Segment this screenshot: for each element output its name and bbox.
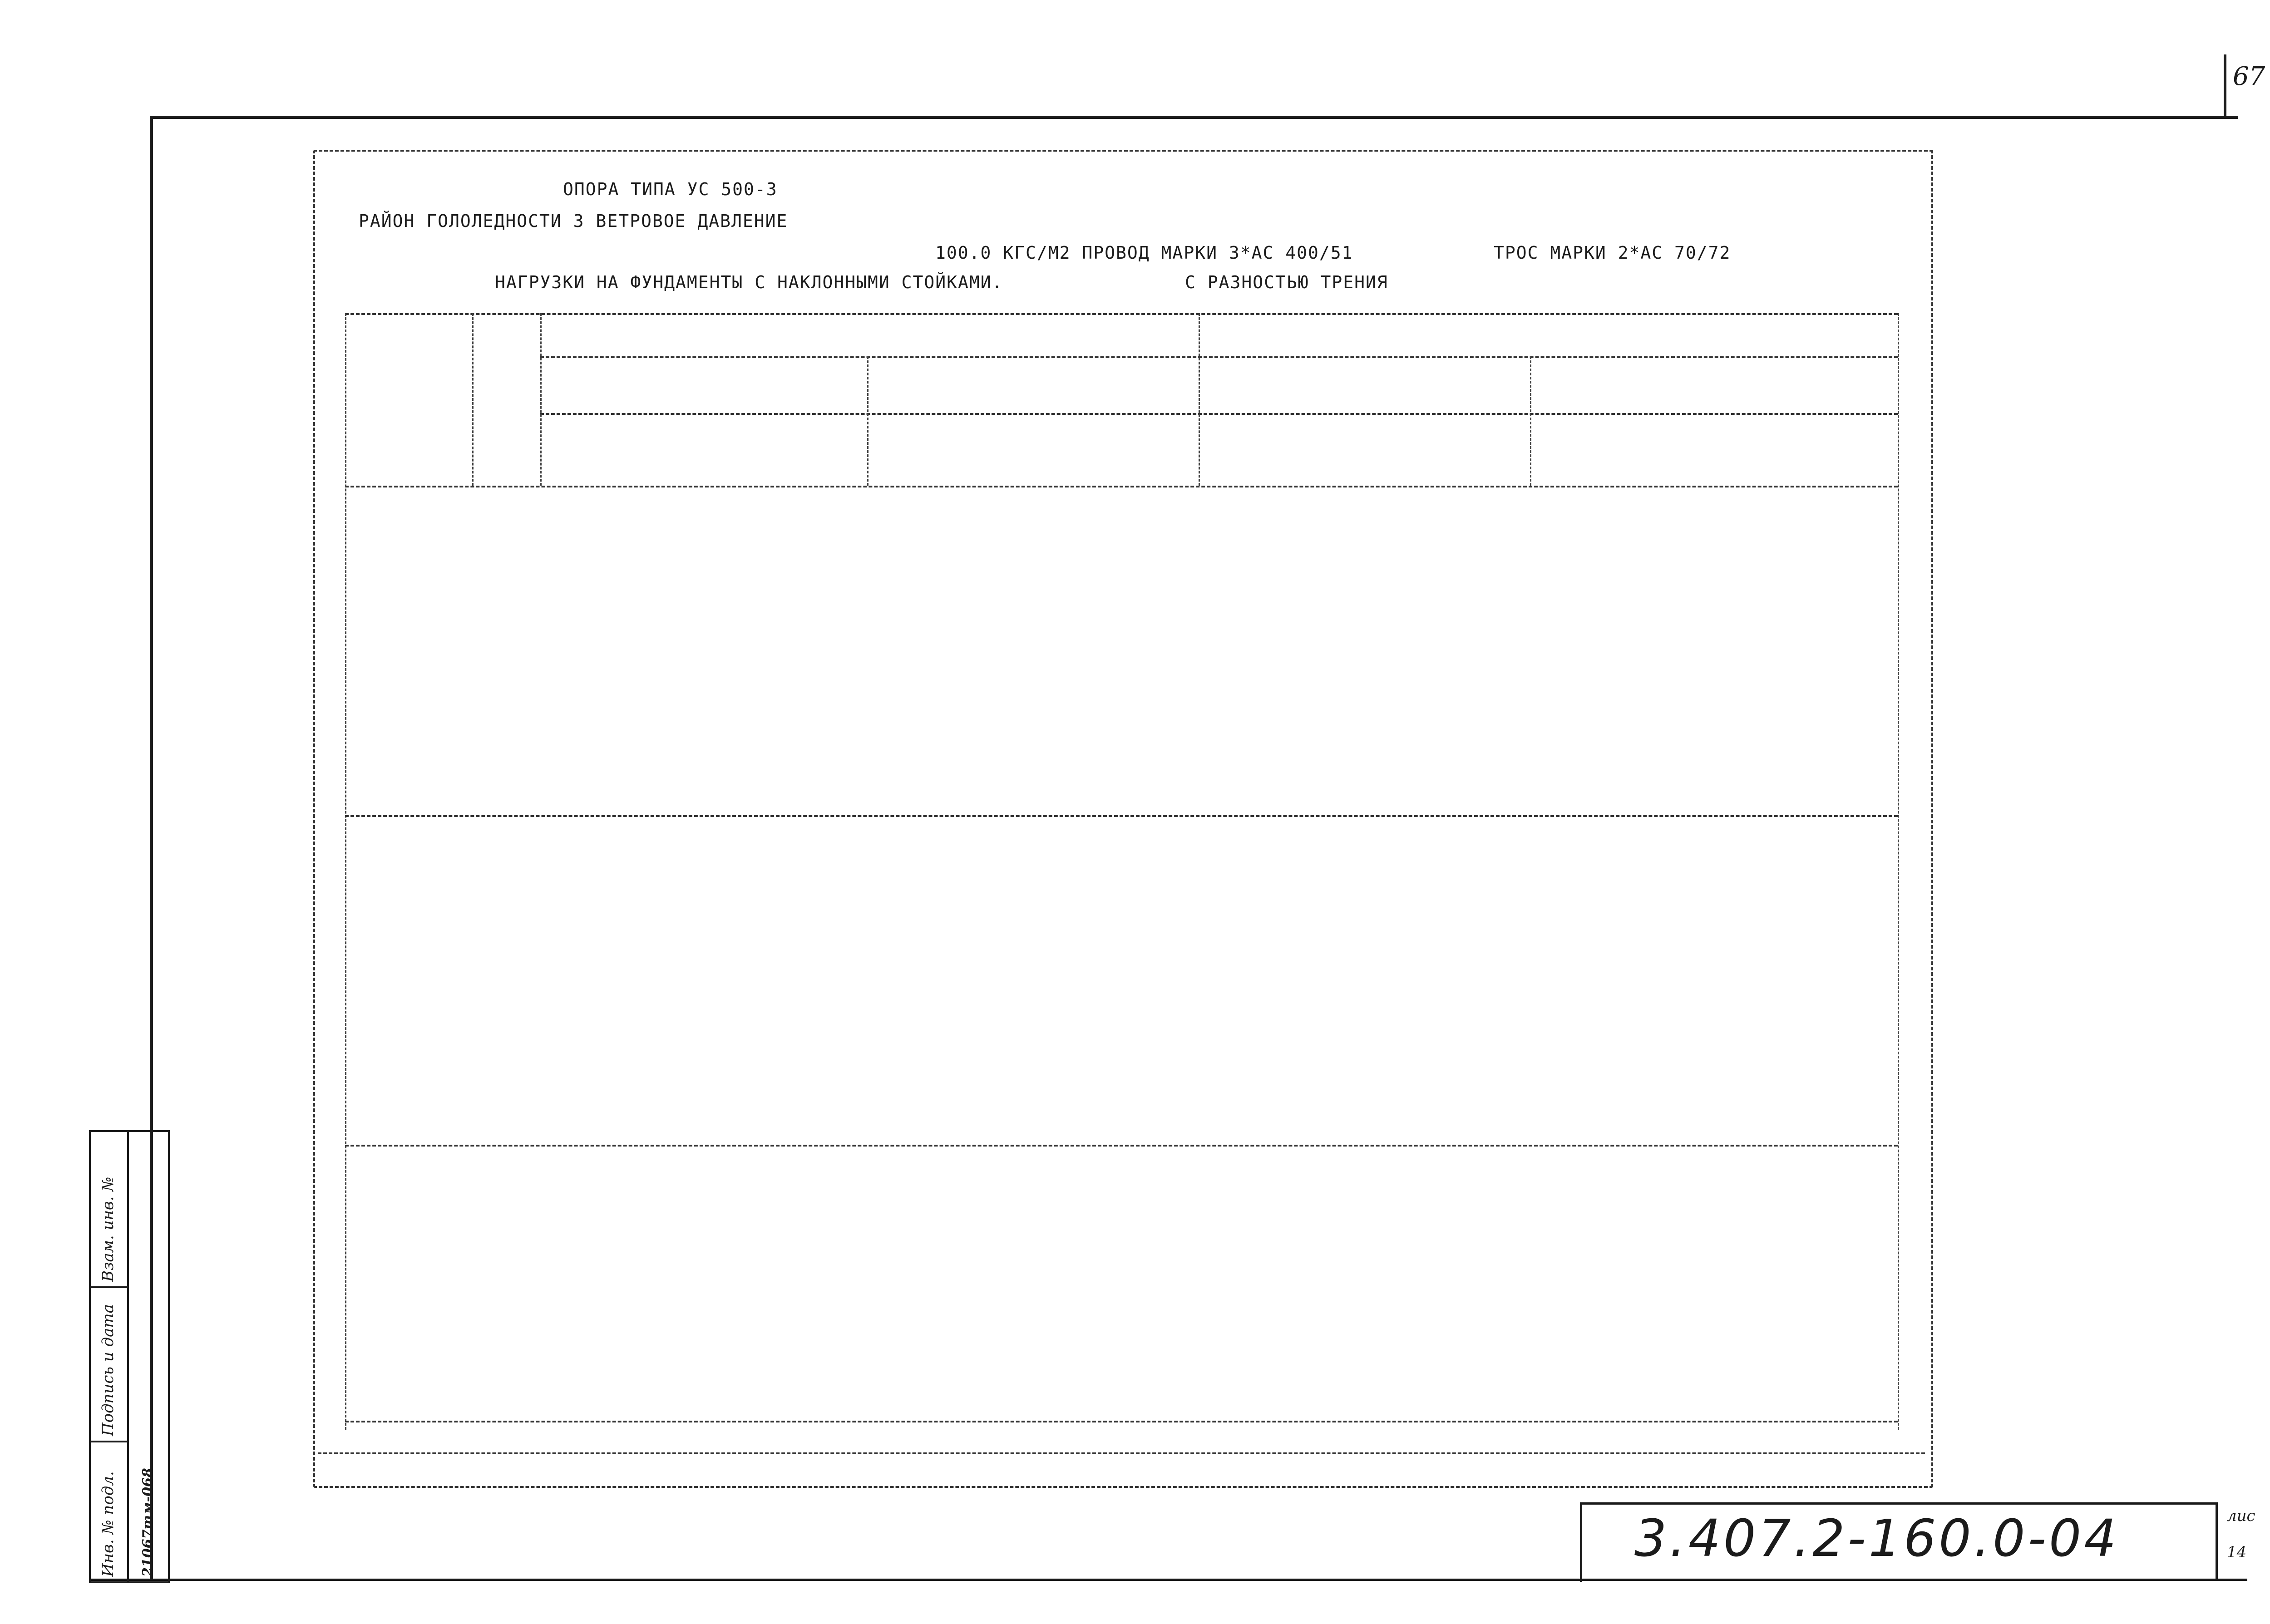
table-head-bottom-rule [345, 486, 1898, 487]
side-stamp [89, 1130, 170, 1583]
table-head-rule-1 [540, 356, 1898, 358]
side-label-inv-number: Инв. № подл. [99, 1471, 117, 1577]
table-left-border [345, 313, 346, 1430]
header-line-2: РАЙОН ГОЛОЛЕДНОСТИ 3 ВЕТРОВОЕ ДАВЛЕНИЕ [359, 211, 788, 231]
block-divider-1 [867, 356, 869, 486]
frame-top-line [150, 116, 2238, 119]
table-head-rule-2 [540, 413, 1898, 415]
group-divider [1199, 313, 1200, 486]
side-inventory-number: 21067тм-068 [140, 1468, 156, 1577]
sheet-corner-box [2216, 1502, 2270, 1580]
table-top-rule [345, 313, 1898, 315]
header-line-4a: НАГРУЗКИ НА ФУНДАМЕНТЫ С НАКЛОННЫМИ СТОЙКАМИ. [495, 272, 1003, 292]
side-stamp-label-column [91, 1132, 129, 1581]
table-bottom-rule [345, 1421, 1898, 1422]
page-number: 67 [2233, 62, 2265, 91]
block-divider-2 [1530, 356, 1531, 486]
sheet-bottom-rule [318, 1452, 1925, 1454]
side-label-signature: Подпись и дата [99, 1304, 117, 1436]
frame-corner-tick [2224, 54, 2226, 118]
sheet-number: 14 [2227, 1543, 2247, 1561]
table-right-border [1898, 313, 1899, 1430]
col-mode-divider [540, 313, 542, 486]
sheet-label: лис [2227, 1507, 2255, 1525]
section-divider [345, 1145, 1898, 1147]
document-code: 3.407.2-160.0-04 [1634, 1509, 2119, 1568]
header-line-3a: 100.0 КГС/М2 ПРОВОД МАРКИ 3*АС 400/51 [935, 243, 1353, 263]
section-divider [345, 815, 1898, 817]
printout-sheet [313, 150, 1933, 1488]
header-line-1: ОПОРА ТИПА УС 500-3 [563, 179, 778, 199]
header-line-3b: ТРОС МАРКИ 2*АС 70/72 [1494, 243, 1731, 263]
header-line-4b: С РАЗНОСТЬЮ ТРЕНИЯ [1185, 272, 1388, 292]
side-label-replace-inv: Взам. инв. № [99, 1176, 117, 1282]
col-angle-divider [472, 313, 474, 486]
